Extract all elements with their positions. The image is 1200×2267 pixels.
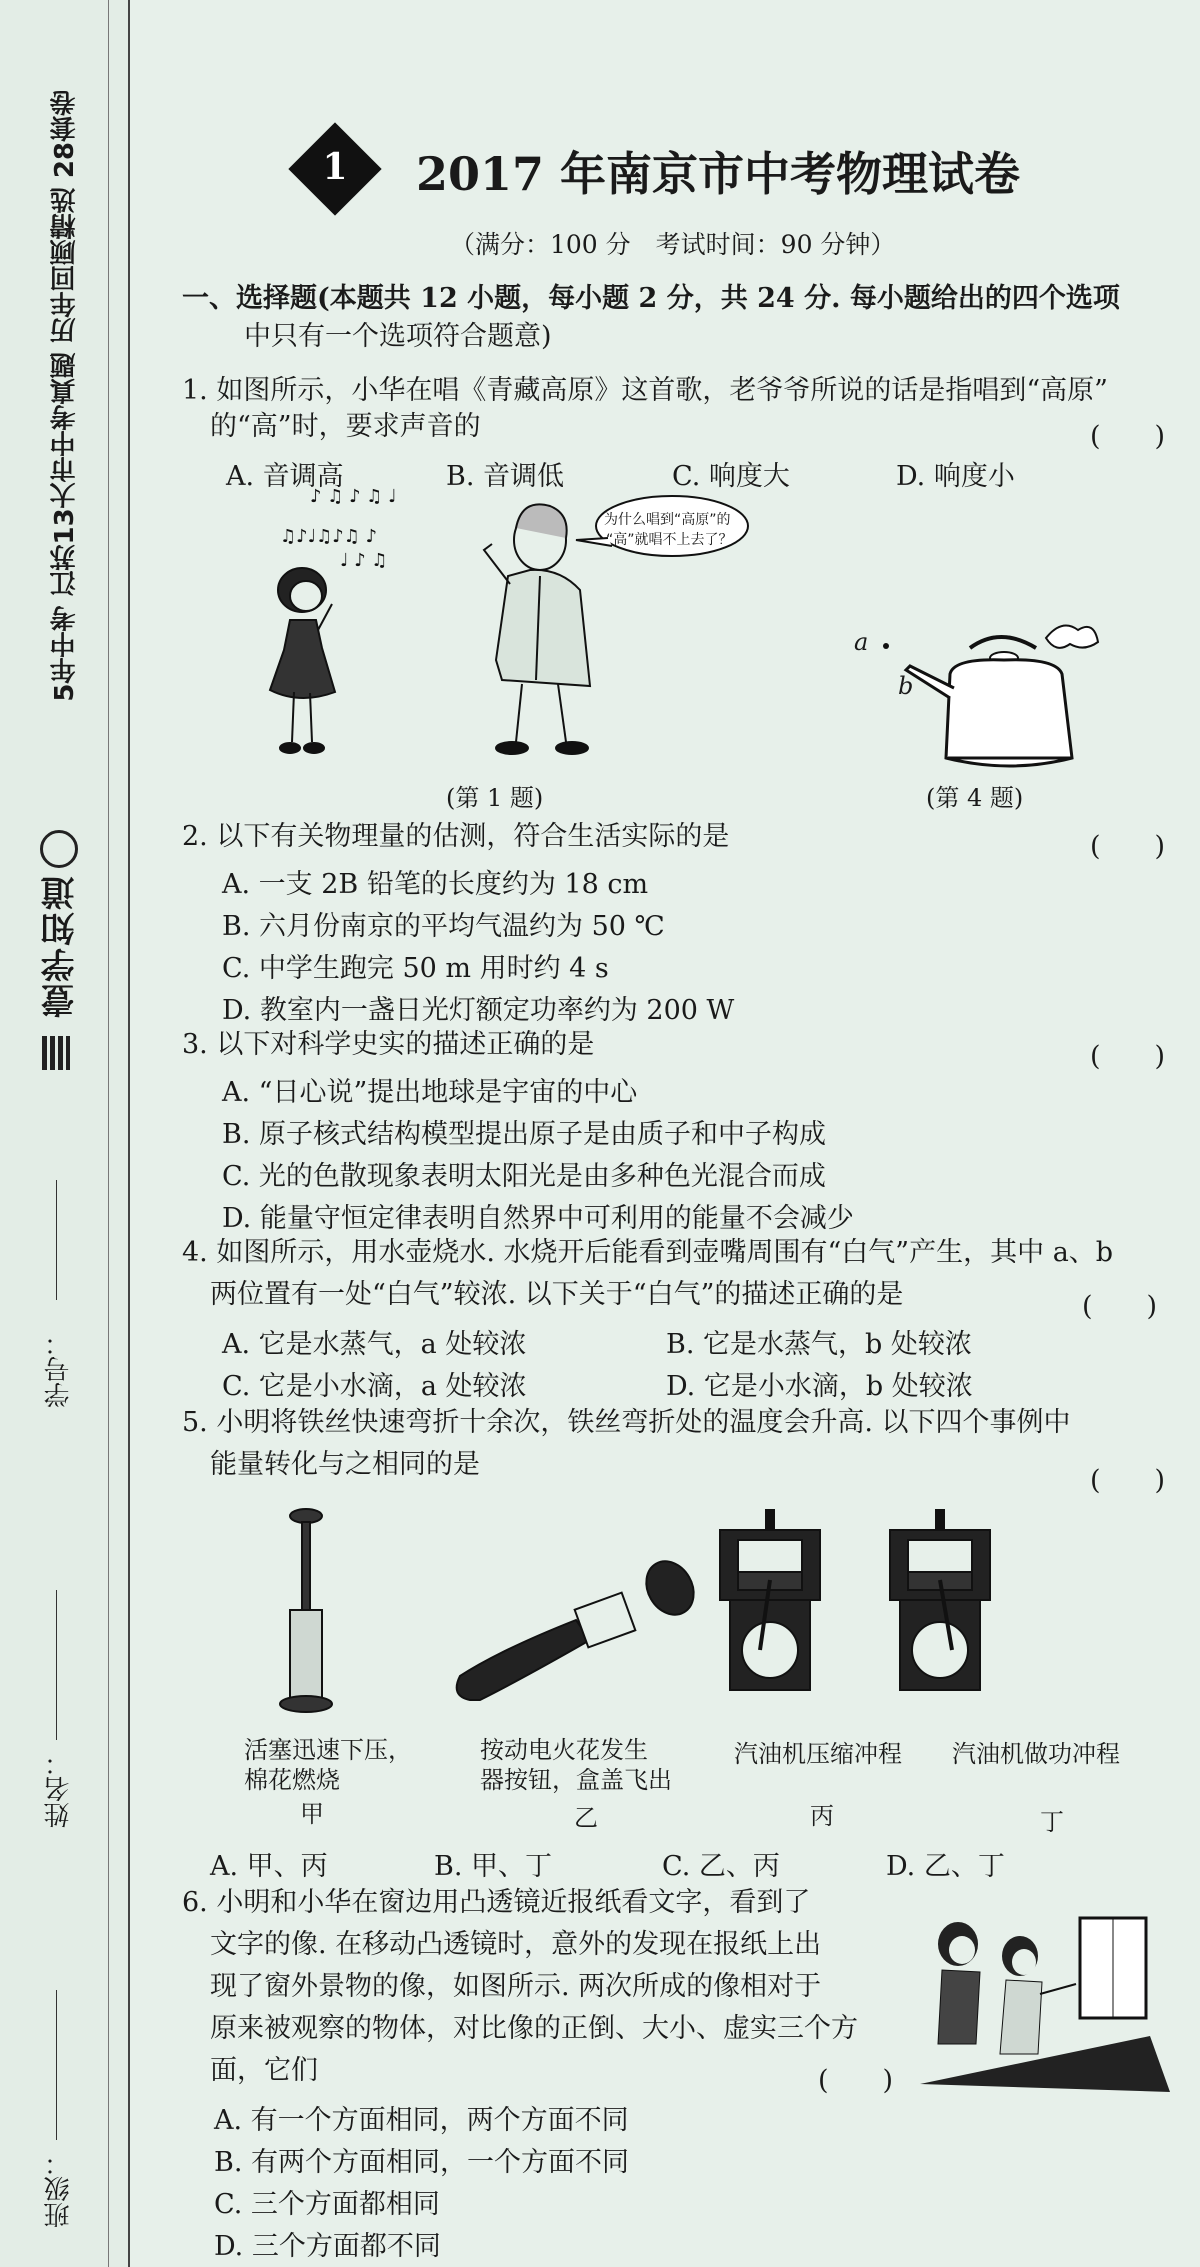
q3-option-a: A. “日心说”提出地球是宇宙的中心: [222, 1077, 638, 1108]
brand-logo: [26, 830, 84, 1080]
compression-tube-icon: [280, 1509, 332, 1712]
q5-option-d: D. 乙、丁: [886, 1851, 1005, 1882]
brand-name: 壹学知道: [41, 874, 81, 1018]
section-heading-line1: 一、选择题(本题共 12 小题，每小题 2 分，共 24 分. 每小题给出的四个选项: [182, 283, 1120, 314]
q4-option-c: C. 它是小水滴，a 处较浓: [222, 1371, 527, 1402]
q4-figure-caption: (第 4 题): [926, 784, 1024, 812]
q1-option-c: C. 响度大: [672, 461, 790, 492]
q4-answer-blank: ( ): [1082, 1291, 1158, 1322]
q3-option-d: D. 能量守恒定律表明自然界中可利用的能量不会减少: [222, 1203, 854, 1234]
page-title: 2017 年南京市中考物理试卷: [416, 147, 1021, 201]
fig-yi-caption-line2: 器按钮，盒盖飞出: [480, 1766, 672, 1794]
fig-jia-caption-line2: 棉花燃烧: [244, 1766, 340, 1794]
q6-option-c: C. 三个方面都相同: [214, 2189, 440, 2220]
class-line: [56, 1990, 57, 2140]
q5-option-b: B. 甲、丁: [434, 1851, 553, 1882]
q4-label-a: a: [854, 628, 869, 656]
q6-stem-line2: 文字的像. 在移动凸透镜时，意外的发现在报纸上出: [210, 1929, 822, 1960]
q3-option-b: B. 原子核式结构模型提出原子是由质子和中子构成: [222, 1119, 827, 1150]
name-line: [56, 1590, 57, 1740]
q4-option-d: D. 它是小水滴，b 处较浓: [666, 1371, 973, 1402]
q1-stem-line1: 1. 如图所示，小华在唱《青藏高原》这首歌，老爷爷所说的话是指唱到“高原”: [182, 375, 1108, 406]
q5-stem-line2: 能量转化与之相同的是: [210, 1449, 480, 1480]
q1-option-a: A. 音调高: [226, 461, 344, 492]
fig-ding-tag: 丁: [1040, 1808, 1064, 1836]
id-label: 学号：: [44, 1330, 74, 1408]
binding-sidebar: [0, 0, 130, 2267]
svg-text:♩ ♪ ♫: ♩ ♪ ♫: [340, 550, 388, 571]
svg-text:♪ ♫ ♪ ♫ ♩: ♪ ♫ ♪ ♫ ♩: [310, 486, 397, 507]
q6-lens-illustration: [920, 1904, 1170, 2094]
q6-answer-blank: ( ): [818, 2065, 894, 2096]
fig-jia-tag: 甲: [300, 1800, 324, 1828]
q6-option-d: D. 三个方面都不同: [214, 2231, 441, 2262]
q3-option-c: C. 光的色散现象表明太阳光是由多种色光混合而成: [222, 1161, 826, 1192]
q4-option-b: B. 它是水蒸气，b 处较浓: [666, 1329, 972, 1360]
speech-bubble-line1: 为什么唱到“高原”的: [604, 512, 731, 528]
q5-answer-blank: ( ): [1090, 1465, 1166, 1496]
fig-jia-caption-line1: 活塞迅速下压，: [244, 1736, 412, 1764]
q6-option-a: A. 有一个方面相同，两个方面不同: [214, 2105, 629, 2136]
old-man-figure: [484, 504, 590, 754]
q2-answer-blank: ( ): [1090, 831, 1166, 862]
girl-figure: [270, 568, 335, 753]
q6-stem-line5: 面，它们: [210, 2055, 318, 2086]
svg-text:♫♪♩♫♪♫ ♪: ♫♪♩♫♪♫ ♪: [280, 526, 378, 547]
fig-bing-tag: 丙: [810, 1802, 834, 1830]
q5-figures: [220, 1500, 1140, 1730]
fig-yi-caption-line1: 按动电火花发生: [480, 1736, 648, 1764]
q2-option-a: A. 一支 2B 铅笔的长度约为 18 cm: [222, 869, 649, 900]
q1-option-b: B. 音调低: [446, 461, 565, 492]
q4-label-b: b: [898, 672, 914, 700]
speech-bubble-line2: “高”就唱不上去了？: [606, 532, 733, 548]
sidebar-rule: [108, 0, 109, 2267]
q6-stem-line1: 6. 小明和小华在窗边用凸透镜近报纸看文字，看到了: [182, 1887, 811, 1918]
q2-option-d: D. 教室内一盏日光灯额定功率约为 200 W: [222, 995, 735, 1026]
q4-stem-line2: 两位置有一处“白气”较浓. 以下关于“白气”的描述正确的是: [210, 1279, 904, 1310]
series-label: 5年中考 江苏13大市中考真题 历年回顾精选 28套卷: [50, 90, 80, 702]
q2-stem: 2. 以下有关物理量的估测，符合生活实际的是: [182, 821, 730, 852]
q1-figure-caption: (第 1 题): [446, 784, 544, 812]
fig-bing-caption: 汽油机压缩冲程: [734, 1740, 902, 1768]
fig-yi-tag: 乙: [574, 1804, 598, 1832]
name-label: 姓名：: [44, 1750, 74, 1828]
q5-stem-line1: 5. 小明将铁丝快速弯折十余次，铁丝弯折处的温度会升高. 以下四个事例中: [182, 1407, 1071, 1438]
q3-answer-blank: ( ): [1090, 1041, 1166, 1072]
q6-stem-line4: 原来被观察的物体，对比像的正倒、大小、虚实三个方: [210, 2013, 858, 2044]
q6-option-b: B. 有两个方面相同，一个方面不同: [214, 2147, 630, 2178]
page-subtitle: （满分：100 分 考试时间：90 分钟）: [450, 230, 896, 259]
q2-option-c: C. 中学生跑完 50 m 用时约 4 s: [222, 953, 609, 984]
q6-stem-line3: 现了窗外景物的像，如图所示. 两次所成的像相对于: [210, 1971, 822, 2002]
class-label: 班级：: [44, 2150, 74, 2228]
q1-option-d: D. 响度小: [896, 461, 1015, 492]
q5-option-a: A. 甲、丙: [210, 1851, 328, 1882]
q1-stem-line2: 的“高”时，要求声音的: [210, 411, 481, 442]
engine-power-icon: [890, 1510, 990, 1690]
id-line: [56, 1180, 57, 1300]
q2-option-b: B. 六月份南京的平均气温约为 50 ℃: [222, 911, 665, 942]
q4-kettle-illustration: [850, 608, 1120, 778]
q5-option-c: C. 乙、丙: [662, 1851, 780, 1882]
spark-generator-icon: [457, 1553, 703, 1700]
q4-stem-line1: 4. 如图所示，用水壶烧水. 水烧开后能看到壶嘴周围有“白气”产生，其中 a、b: [182, 1237, 1114, 1268]
q1-answer-blank: ( ): [1090, 421, 1166, 452]
q4-option-a: A. 它是水蒸气，a 处较浓: [222, 1329, 527, 1360]
paper-number: 1: [322, 146, 348, 188]
section-heading-line2: 中只有一个选项符合题意): [244, 321, 552, 352]
engine-compression-icon: [720, 1510, 820, 1690]
fig-ding-caption: 汽油机做功冲程: [952, 1740, 1120, 1768]
q3-stem: 3. 以下对科学史实的描述正确的是: [182, 1029, 595, 1060]
